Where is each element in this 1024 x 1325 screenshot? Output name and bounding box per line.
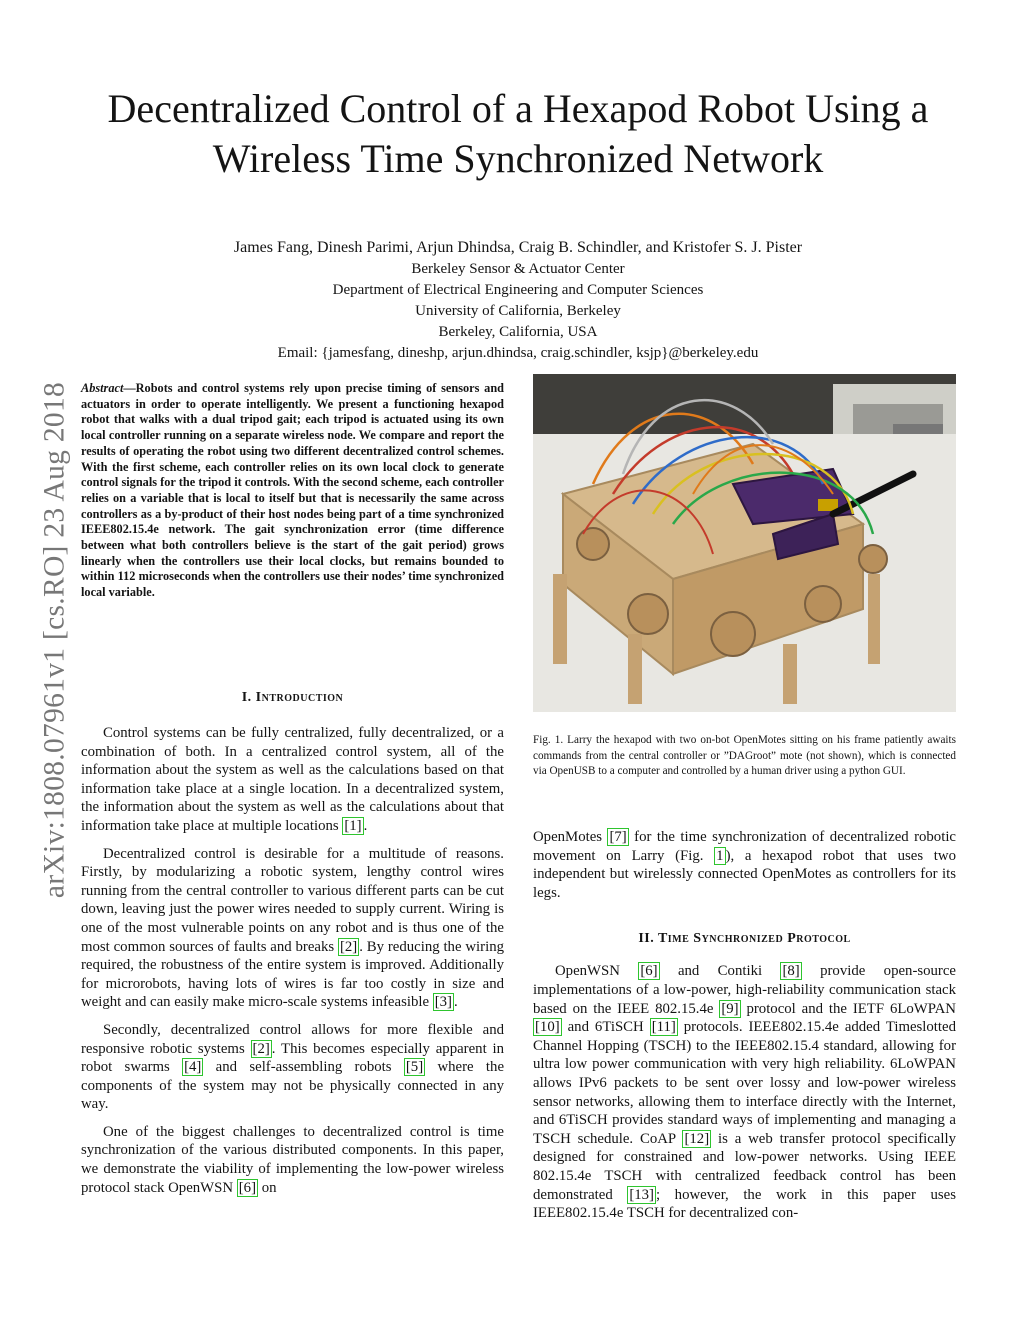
citation-link[interactable]: [9] — [721, 1000, 739, 1017]
section-heading-introduction: I. Introduction — [241, 690, 344, 705]
citation-link[interactable]: [3] — [434, 994, 452, 1011]
abstract — [81, 381, 504, 601]
citation-link[interactable]: [10] — [535, 1019, 560, 1036]
paragraph: Secondly, decentralized control allows for more flexible and responsive robotic systems [2] . This becomes especially apparent in robot swarms [4] and self-assembling robots [5] where the components of the system may not be physically connected in any way. — [81, 1021, 505, 1113]
paragraph: OpenMotes [7] for the time synchronization of decentralized robotic movement on Larry (Fig. 1 ), a hexapod robot that uses two independent but wirelessly connected OpenMotes as controllers for its legs. — [533, 829, 956, 901]
figure-1-robot-photo — [533, 374, 956, 712]
right-column-text — [533, 828, 956, 1223]
email-line: Email: {jamesfang, dineshp, arjun.dhindsa, craig.schindler, ksjp}@berkeley.edu — [277, 345, 759, 361]
affiliation-line: University of California, Berkeley — [415, 303, 621, 319]
citation-link[interactable]: [6] — [640, 963, 658, 980]
paragraph: OpenWSN [6] and Contiki [8] provide open-source implementations of a low-power, high-reliability communication stack based on the IEEE 802.15.4e [9] protocol and the IETF 6LoWPAN [10] and 6TiSCH [11] protocols. IEEE802.15.4e added Timeslotted Channel Hopping (TSCH) to the IEEE802.15.4 standard, allowing for ultra low power communication with very high reliability. 6LoWPAN allows IPv6 packets to be sent over lossy and low-power wireless sensor networks, allowing them to interface directly with the Internet, and 6TiSCH provides standard ways of implementing and managing a TSCH schedule. CoAP [12] is a web transfer protocol specifically designed for constrained and low-power networks. Using IEEE 802.15.4e TSCH with centralized feedback control has been demonstrated [13] ; however, the work in this paper uses IEEE802.15.4e TSCH for decentralized con- — [533, 963, 956, 1222]
affiliation-block — [60, 259, 976, 364]
figure-1-caption: Fig. 1. Larry the hexapod with two on-bot OpenMotes sitting on his frame patiently awaits commands from the central controller or ”DAGroot” mote (not shown), which is connected via OpenUSB to a computer and controlled by a human driver using a python GUI. — [533, 734, 956, 777]
citation-link[interactable]: [13] — [629, 1186, 654, 1203]
citation-link[interactable]: [2] — [252, 1040, 270, 1057]
title-line-1: Decentralized Control of a Hexapod Robot Using a — [107, 86, 929, 131]
affiliation-line: Berkeley, California, USA — [438, 324, 598, 340]
hexapod-photo-illustration — [533, 374, 956, 712]
citation-link[interactable]: [6] — [238, 1179, 257, 1196]
figure-ref-link[interactable]: 1 — [716, 847, 724, 864]
affiliation-line: Berkeley Sensor & Actuator Center — [411, 261, 625, 277]
paragraph: One of the biggest challenges to decentralized control is time synchronization of the various distributed components. In this paper, we demonstrate the viability of implementing the low-power wireless protocol stack OpenWSN [6] on — [81, 1123, 504, 1196]
author-list: James Fang, Dinesh Parimi, Arjun Dhindsa, Craig B. Schindler, and Kristofer S. J. Pister — [233, 239, 803, 256]
section-heading-time-synchronized-protocol: II. Time Synchronized Protocol — [638, 931, 851, 947]
title-line-2: Wireless Time Synchronized Network — [212, 136, 824, 181]
citation-link[interactable]: [2] — [339, 938, 358, 955]
citation-link[interactable]: [5] — [405, 1059, 424, 1076]
affiliation-line: Department of Electrical Engineering and Computer Sciences — [332, 282, 704, 298]
citation-link[interactable]: [1] — [344, 817, 362, 834]
citation-link[interactable]: [7] — [609, 829, 627, 845]
paragraph: Decentralized control is desirable for a multitude of reasons. Firstly, by modularizing a robotic system, lengthy control wires running from the central controller to various different parts can be cut down, leaving just the power wires needed to supply current. Wiring is one of the most vulnerable points on any robot and is thus one of the most common sources of faults and breaks [2] . By reducing the wiring required, the robustness of the entire system is improved. Additionally for microrobots, having lots of wires is far too costly in size and weight and can easily make micro-scale systems infeasible [3] . — [81, 845, 504, 1011]
citation-link[interactable]: [11] — [651, 1019, 676, 1036]
citation-link[interactable]: [12] — [684, 1130, 710, 1147]
introduction-section — [81, 690, 504, 1197]
abstract-label: Abstract — [81, 381, 124, 395]
paragraph: Control systems can be fully centralized, fully decentralized, or a combination of both. In a centralized control system, all of the information about the system as well as the calculations based on that information take place at a single location. In a decentralized system, the information about the system as well as the calculations about that information take place at multiple locations [1] . — [81, 725, 504, 834]
abstract-text: —Robots and control systems rely upon precise timing of sensors and actuators in order to operate intelligently. We present a functioning hexapod robot that walks with a dual tripod gait; each tripod is actuated using its own local controller running on a separate wireless node. We compare and report the results of operating the robot using two different decentralized control schemes. With the first scheme, each controller relies on its own local clock to generate control signals for the tripod it controls. With the second scheme, each controller relies on a variable that is local to itself but that is necessarily the same across controllers as a by-product of their host nodes being part of a time synchronized IEEE802.15.4e network. The gait synchronization error (time difference between what both controllers believe is the start of the gait period) grows linearly when the controllers use their local clocks, but remains bounded to within 112 microseconds when the controllers use their nodes’ time synchronized local variable. — [81, 381, 504, 600]
paper-title — [60, 84, 976, 184]
citation-link[interactable]: [4] — [184, 1059, 202, 1076]
arxiv-stamp: arXiv:1808.07961v1 [cs.RO] 23 Aug 2018 — [38, 381, 71, 899]
citation-link[interactable]: [8] — [782, 963, 800, 980]
